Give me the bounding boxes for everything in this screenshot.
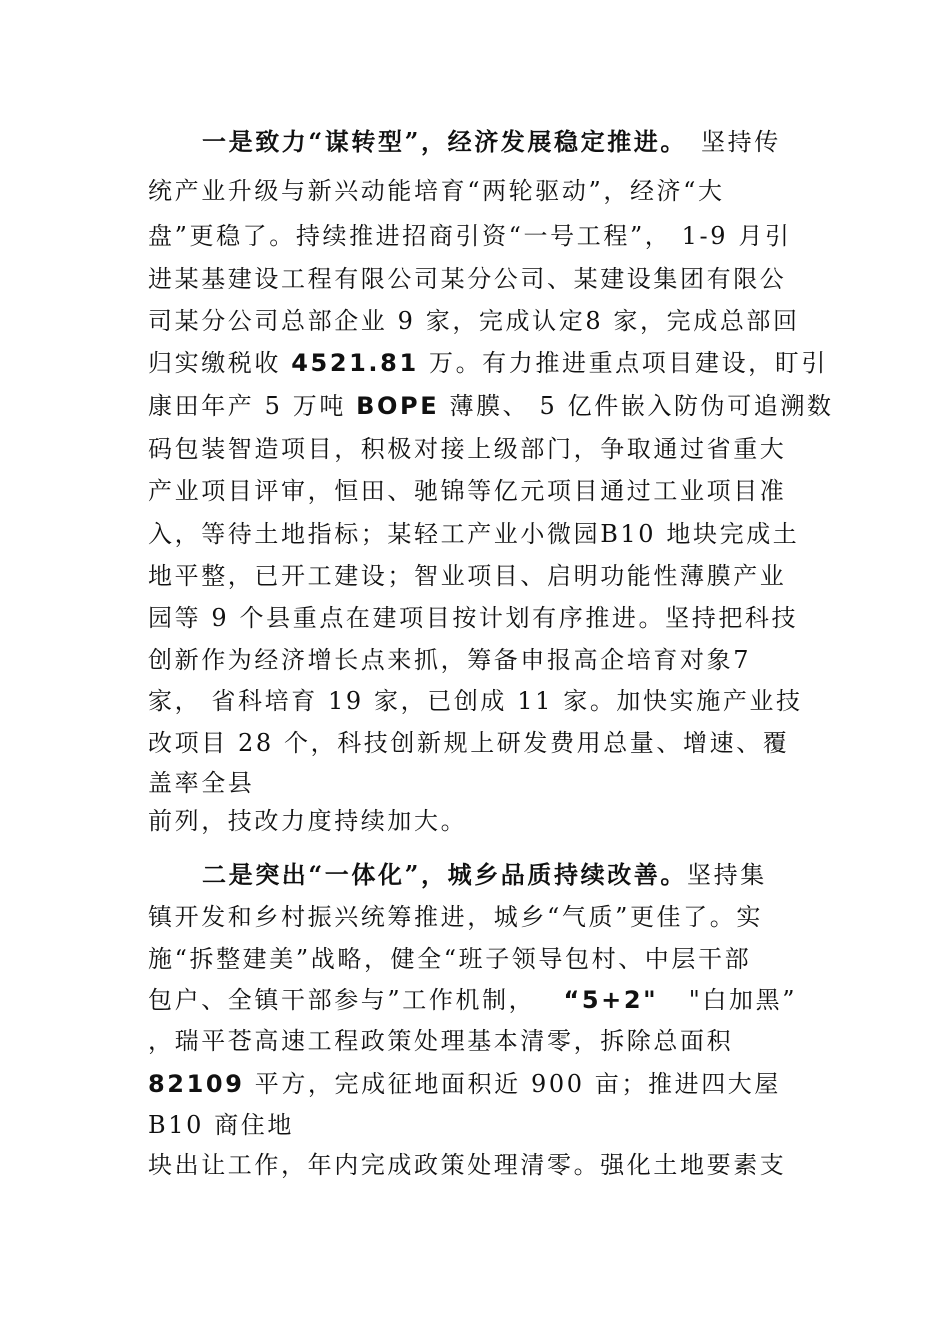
text-line: B10 商住地 bbox=[148, 1111, 295, 1139]
text-segment: 康田年产 5 万吨 bbox=[148, 392, 357, 420]
text-line: 盖率全县 bbox=[148, 769, 255, 797]
five-plus-two-label: “5+2" bbox=[563, 986, 659, 1014]
section-1-heading: 一是致力“谋转型”，经济发展稳定推进。 bbox=[202, 127, 688, 156]
text-line: 改项目 28 个，科技创新规上研发费用总量、增速、覆 bbox=[148, 729, 790, 757]
text-line: ，瑞平苍高速工程政策处理基本清零，拆除总面积 bbox=[148, 1027, 734, 1055]
text-line: 创新作为经济增长点来抓，筹备申报高企培育对象7 bbox=[148, 646, 752, 674]
text-segment: 万。有力推进重点项目建设，盯引 bbox=[418, 349, 828, 377]
text-line: 坚持传 bbox=[701, 128, 781, 156]
text-line: 码包装智造项目，积极对接上级部门，争取通过省重大 bbox=[148, 435, 787, 463]
text-line: 家， 省科培育 19 家，已创成 11 家。加快实施产业技 bbox=[148, 687, 803, 715]
demolition-area: 82109 bbox=[148, 1070, 245, 1098]
tax-amount: 4521.81 bbox=[291, 349, 419, 377]
text-line: 入，等待土地指标；某轻工产业小微园B10 地块完成土 bbox=[148, 520, 800, 548]
text-line bbox=[148, 1069, 781, 1099]
paragraph-2-first-line bbox=[202, 860, 767, 890]
text-line: 坚持集 bbox=[687, 861, 767, 889]
text-segment: 归实缴税收 bbox=[148, 349, 292, 377]
text-line: 镇开发和乡村振兴统筹推进，城乡“气质”更佳了。实 bbox=[148, 903, 763, 931]
text-line: 进某基建设工程有限公司某分公司、某建设集团有限公 bbox=[148, 265, 787, 293]
text-line bbox=[148, 985, 797, 1015]
text-line: 园等 9 个县重点在建项目按计划有序推进。坚持把科技 bbox=[148, 604, 799, 632]
text-line bbox=[148, 391, 834, 421]
text-line: 统产业升级与新兴动能培育“两轮驱动”，经济“大 bbox=[148, 177, 725, 205]
section-2-heading: 二是突出“一体化”，城乡品质持续改善。 bbox=[202, 860, 688, 889]
bope-label: BOPE bbox=[356, 392, 440, 420]
text-segment: "白加黑” bbox=[668, 986, 798, 1014]
text-line: 产业项目评审，恒田、驰锦等亿元项目通过工业项目准 bbox=[148, 477, 787, 505]
text-line bbox=[148, 348, 828, 378]
text-segment: 薄膜、 5 亿件嵌入防伪可追溯数 bbox=[439, 392, 834, 420]
text-line: 块出让工作，年内完成政策处理清零。强化土地要素支 bbox=[148, 1151, 787, 1179]
text-segment: 平方，完成征地面积近 900 亩；推进四大屋 bbox=[244, 1070, 781, 1098]
text-segment: 包户、全镇干部参与”工作机制， bbox=[148, 986, 546, 1014]
text-line: 施“拆整建美”战略，健全“班子领导包村、中层干部 bbox=[148, 945, 752, 973]
text-line: 前列，技改力度持续加大。 bbox=[148, 807, 468, 835]
text-line: 地平整，已开工建设；智业项目、启明功能性薄膜产业 bbox=[148, 562, 787, 590]
text-line: 盘”更稳了。持续推进招商引资“一号工程”， 1-9 月引 bbox=[148, 222, 792, 250]
text-line: 司某分公司总部企业 9 家，完成认定8 家，完成总部回 bbox=[148, 307, 800, 335]
paragraph-1-first-line bbox=[202, 127, 781, 157]
